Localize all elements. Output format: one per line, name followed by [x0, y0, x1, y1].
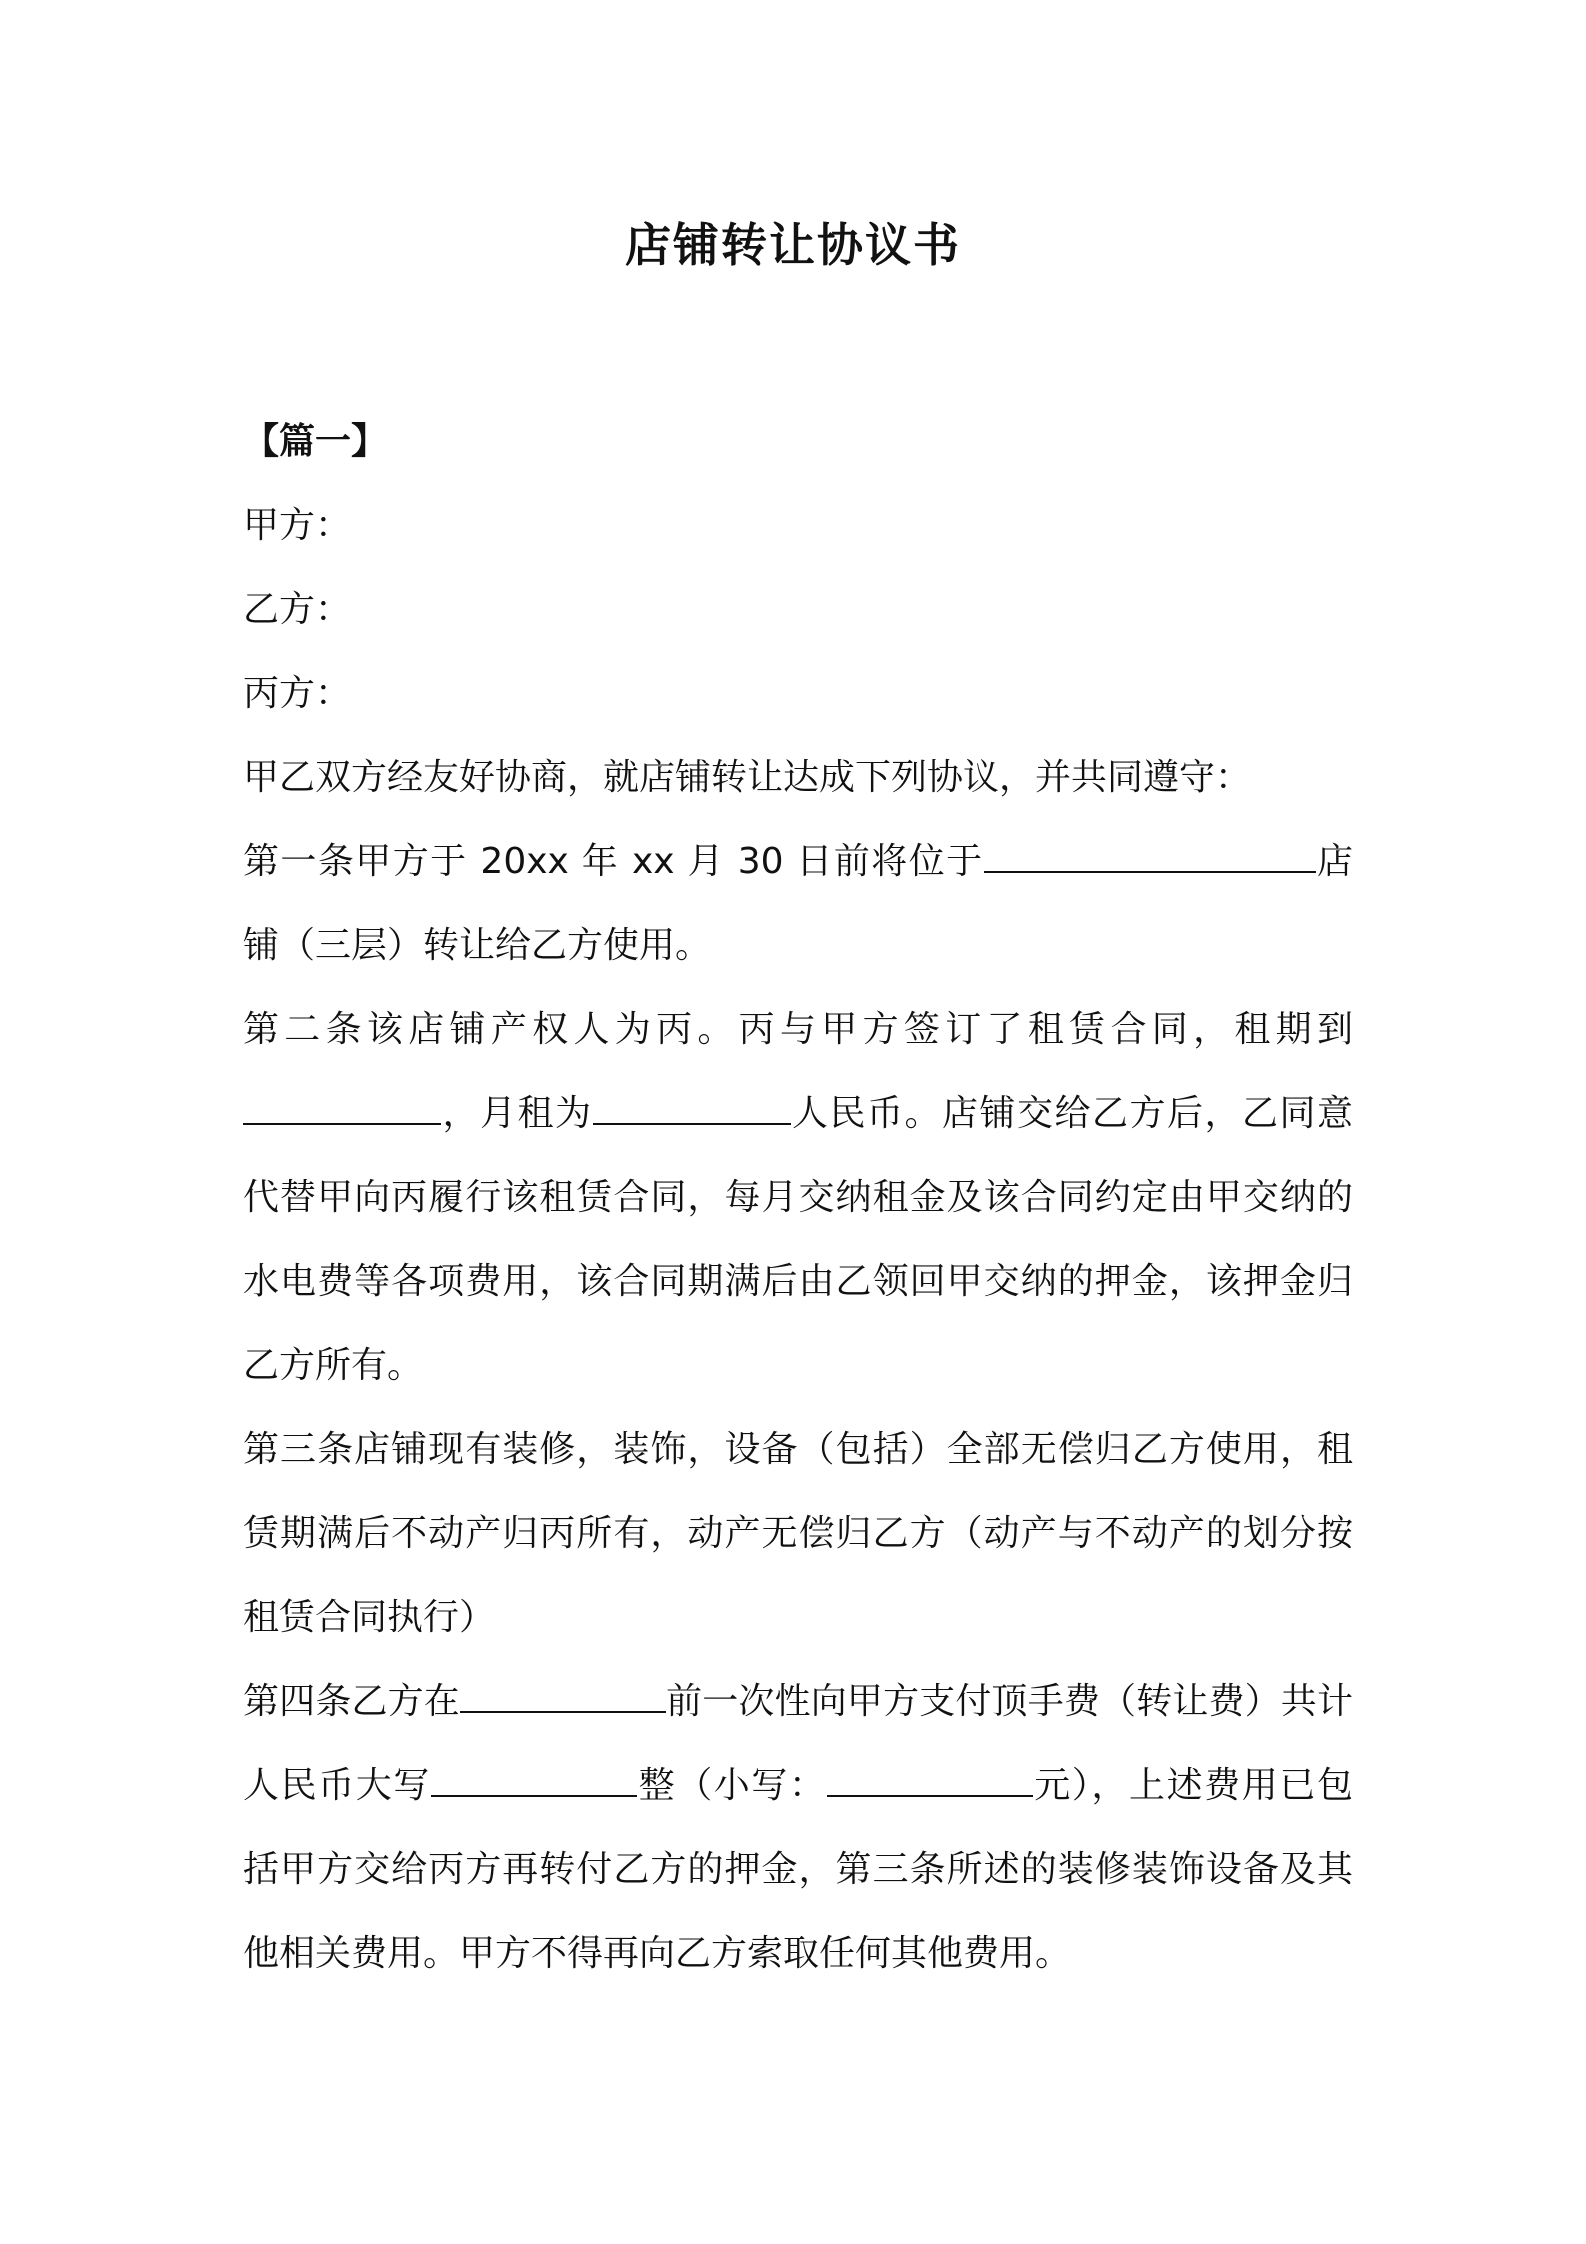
article-4-text-4: 元），上述费用已包括甲方交给丙方再转付乙方的押金，第三条所述的装修装饰设备及其他相关费用。甲方不得再向乙方索取任何其他费用。	[243, 1765, 1353, 1974]
document-body	[243, 400, 1353, 1996]
article-2	[243, 988, 1353, 1408]
intro-paragraph: 甲乙双方经友好协商，就店铺转让达成下列协议，并共同遵守：	[243, 757, 1252, 798]
party-b-line: 乙方：	[243, 589, 352, 630]
payment-date-blank	[460, 1683, 666, 1713]
section-label: 【篇一】	[243, 421, 388, 462]
article-1	[243, 820, 1353, 988]
article-4	[243, 1660, 1353, 1996]
document-title: 店铺转让协议书	[625, 218, 961, 272]
article-1-text-1: 第一条甲方于 20xx 年 xx 月 30 日前将位于	[243, 841, 984, 882]
article-2-text-2: ，月租为	[441, 1093, 593, 1134]
monthly-rent-blank	[593, 1095, 791, 1125]
article-2-text-3: 人民币。店铺交给乙方后，乙同意代替甲向丙履行该租赁合同，每月交纳租金及该合同约定由甲交纳的水电费等各项费用，该合同期满后由乙领回甲交纳的押金，该押金归乙方所有。	[243, 1093, 1353, 1386]
amount-uppercase-blank	[431, 1767, 637, 1797]
lease-end-blank	[243, 1095, 441, 1125]
shop-location-blank	[984, 843, 1316, 873]
article-4-text-3: 整（小写：	[637, 1765, 827, 1806]
party-a-line: 甲方：	[243, 505, 352, 546]
article-1-text-2: 店铺（三层）转让给乙方使用。	[243, 841, 1353, 966]
article-4-text-1: 第四条乙方在	[243, 1681, 460, 1722]
amount-lowercase-blank	[827, 1767, 1033, 1797]
party-c-line: 丙方：	[243, 673, 352, 714]
article-2-text-1: 第二条该店铺产权人为丙。丙与甲方签订了租赁合同，租期到	[243, 1009, 1353, 1050]
article-3: 第三条店铺现有装修，装饰，设备（包括）全部无偿归乙方使用，租赁期满后不动产归丙所有，动产无偿归乙方（动产与不动产的划分按租赁合同执行）	[243, 1429, 1353, 1638]
article-4-text-2: 前一次性向甲方支付顶手费（转让费）共计人民币大写	[243, 1681, 1353, 1806]
